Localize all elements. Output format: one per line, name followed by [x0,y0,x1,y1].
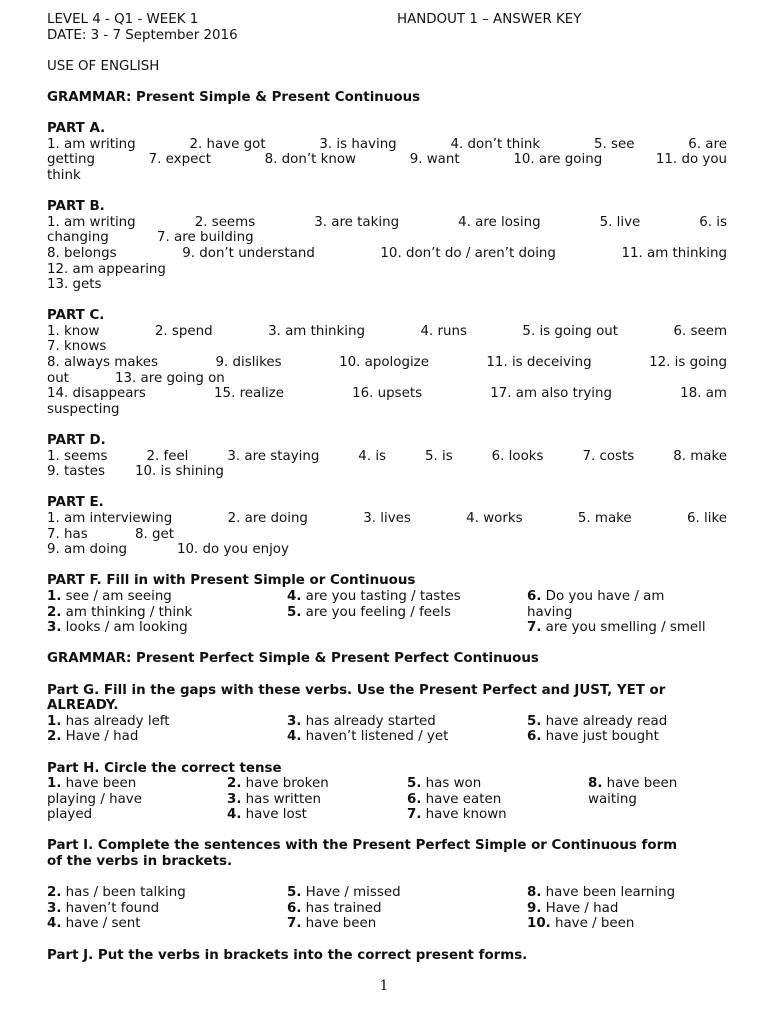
answer: 2. spend [154,323,213,339]
part-e-line-3 [47,542,727,558]
answer: 5. is going out [522,323,618,339]
answer: 1. have been [47,776,137,792]
answer: 11. is deceiving [486,355,592,371]
part-g-row-1 [47,714,727,730]
answer: 3. haven’t found [47,900,160,916]
answer: 2. have broken [227,776,329,792]
answer: 2. seems [194,214,256,230]
part-j-title: Part J. Put the verbs in brackets into the correct present forms. [47,947,528,963]
answer: 1. am interviewing [47,511,173,526]
part-b-line-2 [47,230,727,246]
answer: 8. make [673,448,727,464]
part-d-title: PART D. [47,433,106,449]
answer: 4. runs [420,323,467,339]
answer: 3. lives [363,511,411,526]
part-i-title-1: Part I. Complete the sentences with the Present Perfect Simple or Continuous form [47,838,678,854]
answer: 1. know [47,323,100,339]
answer: playing / have [47,791,142,807]
part-c-line-1 [47,324,727,340]
answer: 1. has already left [47,713,170,729]
answer: 2. are doing [227,511,308,526]
answer: 4. works [466,511,523,526]
answer: 7. are you smelling / smell [527,620,706,636]
answer: 3. are taking [314,214,400,230]
answer: 7. have been [287,916,377,932]
part-g-row-2 [47,729,727,745]
answer: 8. have been [588,776,678,792]
part-c-line-6: suspecting [47,401,120,417]
answer: 10. apologize [339,355,429,371]
grammar-heading-2: GRAMMAR: Present Perfect Simple & Present Perfect Continuous [47,651,539,667]
page-number: 1 [379,978,389,994]
answer: 10. have / been [527,916,635,932]
grammar-heading-1: GRAMMAR: Present Simple & Present Continuous [47,89,421,105]
answer: 9. don’t understand [182,245,315,261]
header-handout: HANDOUT 1 – ANSWER KEY [397,12,582,27]
answer: 7. are building [157,230,254,246]
answer: 9. Have / had [527,900,619,916]
answer: 2. feel [146,448,189,464]
part-i-row-3 [47,916,727,932]
answer: waiting [588,791,637,807]
answer: 7. have known [407,807,507,823]
header-level: LEVEL 4 - Q1 - WEEK 1 [47,12,199,27]
part-e-line-2 [47,527,727,543]
answer: 8. belongs [47,245,117,261]
part-i-title-2: of the verbs in brackets. [47,854,233,870]
part-c-line-5 [47,386,727,402]
answer: 6. have eaten [407,791,502,807]
part-c-line-2: 7. knows [47,339,107,355]
header-date: DATE: 3 - 7 September 2016 [47,27,238,43]
answer: 3. am thinking [268,323,366,339]
answer: 6. looks [491,448,544,464]
answer: 7. expect [148,152,211,168]
answer: 6. have just bought [527,729,659,745]
answer: out [47,370,69,386]
part-b-line-3 [47,246,727,262]
answer: 5. is [424,448,453,464]
answer: 2. am thinking / think [47,604,193,620]
part-h-row-2 [47,792,727,808]
part-h-row-1 [47,776,727,792]
part-a-title: PART A. [47,121,106,137]
part-h-title: Part H. Circle the correct tense [47,760,282,776]
part-e-title: PART E. [47,495,104,511]
answer: 6. has trained [287,900,382,916]
header-line-1 [47,12,727,28]
answer: 1. seems [47,448,108,464]
answer: 4. have / sent [47,916,141,932]
answer: 9. tastes [47,464,105,480]
part-b-title: PART B. [47,199,105,215]
answer: 10. are going [513,152,603,168]
answer: 5. have already read [527,713,668,729]
answer: 2. Have / had [47,729,139,745]
part-c-line-4 [47,371,727,387]
answer: 9. dislikes [215,355,282,371]
part-g-title-1: Part G. Fill in the gaps with these verbs. Use the Present Perfect and JUST, YET or [47,682,666,698]
answer: 10. is shining [135,464,224,480]
answer: 6. Do you have / am [527,588,665,604]
part-c-line-3 [47,355,727,371]
answer: 8. always makes [47,355,159,371]
answer: getting [47,152,95,168]
answer: 3. is having [319,136,397,152]
part-i-row-2 [47,901,727,917]
answer: 18. am [680,386,727,402]
part-a-line-3: think [47,167,81,183]
answer: 5. are you feeling / feels [287,604,451,620]
answer: 17. am also trying [490,386,613,402]
answer: 5. live [599,214,641,230]
answer: 6. are [688,136,727,152]
answer: 8. get [135,526,175,542]
answer: 2. has / been talking [47,885,186,901]
answer: 6. is [699,214,727,230]
answer: 4. are losing [458,214,541,230]
answer: 13. are going on [115,370,225,386]
part-a-line-1 [47,137,727,153]
answer-key-page [47,12,727,963]
answer: 4. don’t think [450,136,541,152]
answer: 15. realize [214,386,284,402]
part-h-row-3 [47,807,727,823]
part-f-row-1 [47,589,727,605]
part-d-line-1 [47,449,727,465]
answer: 6. seem [673,323,727,339]
part-f-row-3 [47,620,727,636]
part-i-row-1 [47,885,727,901]
answer: 8. don’t know [264,152,357,168]
answer: 4. haven’t listened / yet [287,729,449,745]
answer: 7. has [47,526,88,542]
part-c-title: PART C. [47,308,105,324]
answer: 3. are staying [227,448,320,464]
part-b-line-4: 12. am appearing [47,261,166,277]
answer: 5. make [577,511,632,526]
answer: 12. is going [649,355,727,371]
answer: 14. disappears [47,386,146,402]
answer: 11. do you [655,152,727,168]
answer: 4. is [358,448,387,464]
answer: 10. don’t do / aren’t doing [380,245,556,261]
part-b-line-1 [47,215,727,231]
answer: 11. am thinking [621,245,727,261]
answer: 16. upsets [352,386,423,402]
part-e-line-1 [47,511,727,527]
answer: 5. see [593,136,635,152]
answer: 7. costs [582,448,635,464]
answer: 4. have lost [227,807,307,823]
part-a-line-2 [47,152,727,168]
answer: 8. have been learning [527,885,676,901]
section-use-of-english: USE OF ENGLISH [47,58,160,74]
answer: having [527,604,573,620]
answer: 1. am writing [47,136,136,152]
answer: 5. Have / missed [287,885,401,901]
part-d-line-2 [47,464,727,480]
answer: 9. am doing [47,542,127,558]
part-g-title-2: ALREADY. [47,698,119,714]
part-f-title: PART F. Fill in with Present Simple or Continuous [47,573,416,589]
answer: 3. has written [227,791,321,807]
answer: 3. has already started [287,713,436,729]
answer: 6. like [686,511,727,526]
part-b-line-5: 13. gets [47,277,102,293]
answer: changing [47,230,109,246]
answer: 2. have got [189,136,266,152]
part-f-row-2 [47,605,727,621]
answer: 10. do you enjoy [177,542,289,558]
answer: 1. see / am seeing [47,588,172,604]
answer: 9. want [409,152,460,168]
answer: 3. looks / am looking [47,620,188,636]
answer: 5. has won [407,776,482,792]
answer: 4. are you tasting / tastes [287,588,461,604]
answer: played [47,807,93,823]
answer: 1. am writing [47,214,136,230]
